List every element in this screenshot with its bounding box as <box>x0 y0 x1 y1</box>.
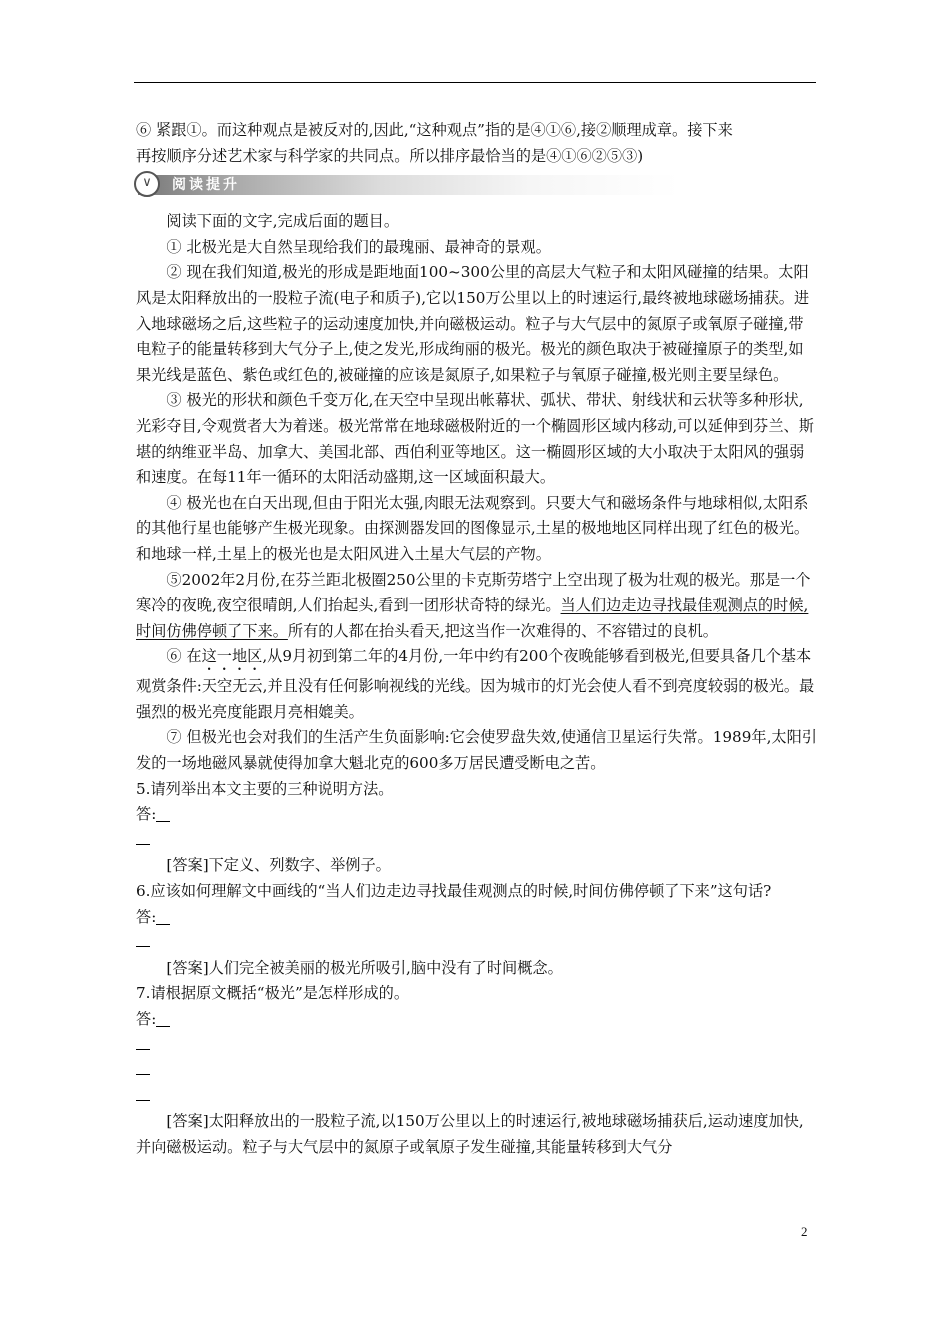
answer-prefix: 答: <box>136 1010 157 1028</box>
paragraph-6-text-before: ⑥ 在 <box>166 647 202 666</box>
page-content <box>136 118 818 1161</box>
answer-q5: [答案]下定义、列数字、举例子。 <box>166 856 391 875</box>
answer-blank[interactable] <box>136 832 150 845</box>
answer-blank[interactable] <box>136 1037 150 1050</box>
passage-paragraph-1: ① 北极光是大自然呈现给我们的最瑰丽、最神奇的景观。 <box>166 237 551 256</box>
passage-paragraph-3: ③ 极光的形状和颜色千变万化,在天空中呈现出帐幕状、弧状、带状、射线状和云状等多种形状,光彩夺目,令观赏者大为着迷。极光常常在地球磁极附近的一个椭圆形区域内移动,可以延伸到芬兰、斯堪的纳维亚半岛、加拿大、美国北部、西伯利亚等地区。这一椭圆形区域的大小取决于太阳风的强弱和速度。在每11年一循环的太阳活动盛期,这一区域面积最大。 <box>136 391 814 487</box>
intro-line-2: 再按顺序分述艺术家与科学家的共同点。所以排序最恰当的是④①⑥②⑤③) <box>136 146 644 165</box>
answer-blank[interactable] <box>156 1012 170 1027</box>
question-6: 6.应该如何理解文中画线的“当人们边走边寻找最佳观测点的时候,时间仿佛停顿了下来”这句话? <box>136 882 772 901</box>
passage-paragraph-4: ④ 极光也在白天出现,但由于阳光太强,肉眼无法观察到。只要大气和磁场条件与地球相似,太阳系的其他行星也能够产生极光现象。由探测器发回的图像显示,土星的极地地区同样出现了红色的极光。和地球一样,土星上的极光也是太阳风进入土星大气层的产物。 <box>136 493 810 563</box>
question-5: 5.请列举出本文主要的三种说明方法。 <box>136 779 394 798</box>
header-rule <box>134 82 816 83</box>
paragraph-5-text-before: ⑤2002年2月份,在芬兰距北极圈250公里的卡克斯劳塔宁上空出现了极为壮观的极光。那是一个寒冷的夜晚,夜空很晴朗,人们抬起头,看到一团形状奇特的绿光。 <box>136 570 811 615</box>
passage-paragraph-2: ② 现在我们知道,极光的形成是距地面100~300公里的高层大气粒子和太阳风碰撞的结果。太阳风是太阳释放出的一股粒子流(电子和质子),它以150万公里以上的时速运行,最终被地球磁场捕获。进入地球磁场之后,这些粒子的运动速度加快,并向磁极运动。粒子与大气层中的氮原子或氧原子碰撞,带电粒子的能量转移到大气分子上,使之发光,形成绚丽的极光。极光的颜色取决于被碰撞原子的类型,如果光线是蓝色、紫色或红色的,被碰撞的应该是氮原子,如果粒子与氧原子碰撞,极光则主要呈绿色。 <box>136 263 810 384</box>
answer-blank-line <box>136 1058 818 1084</box>
answer-prefix: 答: <box>136 805 157 824</box>
answer-blank-line <box>136 1084 818 1110</box>
answer-line-q5 <box>136 802 818 828</box>
paragraph-6-text-after: ,从9月初到第二年的4月份,一年中约有200个夜晚能够看到极光,但要具备几个基本观赏条件:天空无云,并且没有任何影响视线的光线。因为城市的灯光会使人看不到亮度较弱的极光。最强烈的极光亮度能跟月亮相媲美。 <box>136 647 815 721</box>
paragraph-5-text-after: 所有的人都在抬头看天,把这当作一次难得的、不容错过的良机。 <box>287 621 718 640</box>
underlined-sentence: 当人们边走边寻找最佳观测点的时候,时间仿佛停顿了下来。 <box>136 596 809 640</box>
intro-line-1: ⑥ 紧跟①。而这种观点是被反对的,因此,“这种观点”指的是④①⑥,接②顺理成章。接下来 <box>136 121 733 139</box>
answer-prefix: 答: <box>136 907 157 926</box>
answer-q6: [答案]人们完全被美丽的极光所吸引,脑中没有了时间概念。 <box>166 958 563 977</box>
answer-blank[interactable] <box>156 910 170 925</box>
answer-blank[interactable] <box>136 1088 150 1101</box>
answer-blank-line <box>136 828 818 854</box>
dotted-phrase: 这一地区 <box>201 647 263 666</box>
chevron-down-icon: ∨ <box>134 171 160 197</box>
passage-paragraph-5 <box>136 568 818 645</box>
passage-paragraph-6 <box>136 644 818 725</box>
answer-blank[interactable] <box>156 807 170 822</box>
answer-blank[interactable] <box>136 1062 150 1075</box>
answer-blank-line <box>136 1033 818 1059</box>
passage-instruction: 阅读下面的文字,完成后面的题目。 <box>166 212 400 231</box>
passage-paragraph-7: ⑦ 但极光也会对我们的生活产生负面影响:它会使罗盘失效,使通信卫星运行失常。1989年,太阳引发的一场地磁风暴就使得加拿大魁北克的600多万居民遭受断电之苦。 <box>136 728 817 773</box>
section-title: 阅读提升 <box>172 177 240 194</box>
section-banner <box>134 171 818 203</box>
page-number: 2 <box>801 1224 808 1239</box>
answer-q7: [答案]太阳释放出的一股粒子流,以150万公里以上的时速运行,被地球磁场捕获后,运动速度加快,并向磁极运动。粒子与大气层中的氮原子或氧原子发生碰撞,其能量转移到大气分 <box>136 1112 804 1156</box>
answer-blank-line <box>136 930 818 956</box>
answer-line-q6 <box>136 905 818 931</box>
answer-line-q7 <box>136 1007 818 1033</box>
question-7: 7.请根据原文概括“极光”是怎样形成的。 <box>136 984 410 1003</box>
answer-blank[interactable] <box>136 934 150 947</box>
